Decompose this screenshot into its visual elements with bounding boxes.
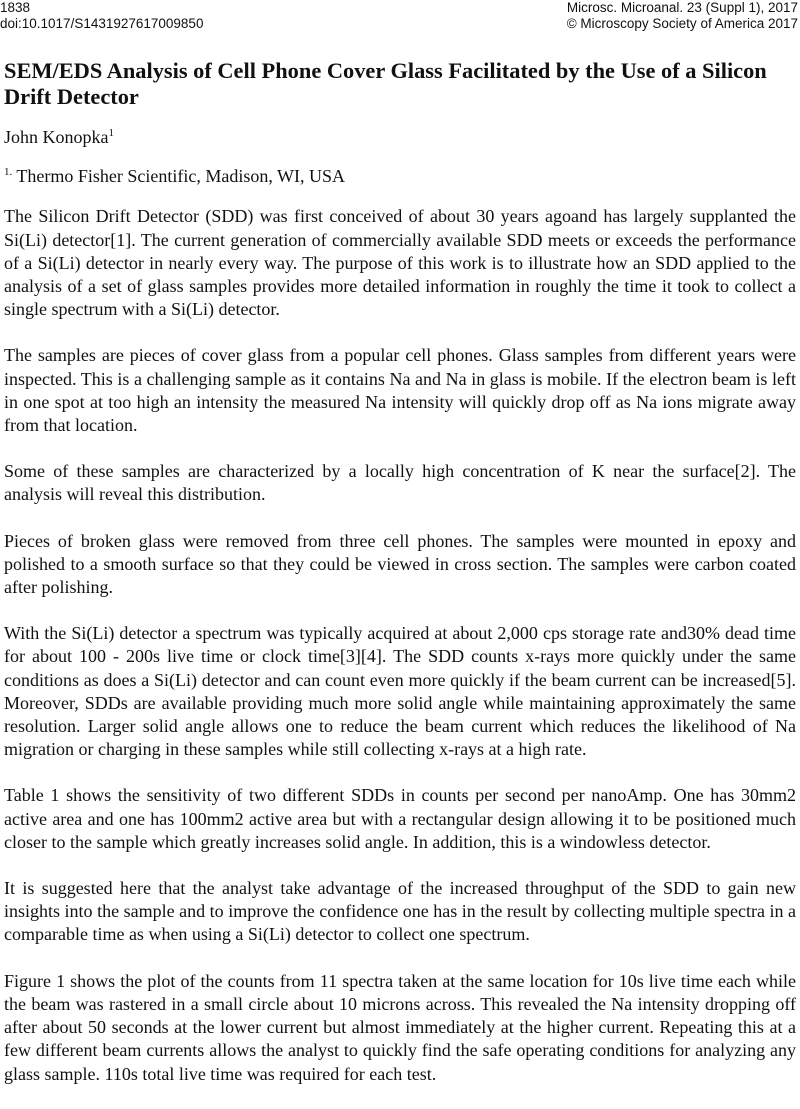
paragraph: It is suggested here that the analyst take advantage of the increased throughput of the SDD to gain new insights into the sample and to improve the confidence one has in the result by collecting multiple spectra in a comparable time as when using a Si(Li) detector to collect one spectrum. [4, 878, 796, 945]
paragraph: Pieces of broken glass were removed from three cell phones. The samples were mounted in epoxy and polished to a smooth surface so that they could be viewed in cross section. The samples were carbon coated after polishing. [4, 530, 796, 598]
doi: doi:10.1017/S1431927617009850 [0, 16, 204, 31]
paragraph: With the Si(Li) detector a spectrum was typically acquired at about 2,000 cps storage rate and30% dead time for about 100 - 200s live time or clock time[3][4]. The SDD counts x-rays more quickly under the same conditions as does a Si(Li) detector and can count even more quickly if the beam current can be increased[5]. Moreover, SDDs are available providing much more solid angle while maintaining approximately the same resolution. Larger solid angle allows one to reduce the beam current which reduces the likelihood of Na migration or charging in these samples while still collecting x-rays at a high rate. [4, 623, 796, 760]
page-header [0, 0, 800, 32]
author-line [4, 126, 796, 149]
journal-citation: Microsc. Microanal. 23 (Suppl 1), 2017 [566, 0, 798, 15]
paragraph: Figure 1 shows the plot of the counts from 11 spectra taken at the same location for 10s live time each while the beam was rastered in a small circle about 10 microns across. This revealed the Na intensity dropping off after about 50 seconds at the lower current but almost immediately at the higher current. Repeating this at a few different beam currents allows the analyst to quickly find the safe operating conditions for analyzing any glass sample. 110s total live time was required for each test. [4, 970, 796, 1084]
copyright: © Microscopy Society of America 2017 [566, 16, 798, 31]
affiliation-line [4, 165, 796, 188]
affiliation-text: Thermo Fisher Scientific, Madison, WI, USA [12, 166, 346, 187]
paragraph: The samples are pieces of cover glass from a popular cell phones. Glass samples from different years were inspected. This is a challenging sample as it contains Na and Na in glass is mobile. If the electron beam is left in one spot at too high an intensity the measured Na intensity will quickly drop off as Na ions migrate away from that location. [4, 345, 796, 436]
paragraph: Table 1 shows the sensitivity of two different SDDs in counts per second per nanoAmp. One has 30mm2 active area and one has 100mm2 active area but with a rectangular design allowing it to be positioned much closer to the sample which greatly increases solid angle. In addition, this is a windowless detector. [4, 785, 796, 852]
author-affil-marker: 1 [108, 127, 114, 139]
paragraph: The Silicon Drift Detector (SDD) was first conceived of about 30 years agoand has largely supplanted the Si(Li) detector[1]. The current generation of commercially available SDD meets or exceeds the performance of a Si(Li) detector in nearly every way. The purpose of this work is to illustrate how an SDD applied to the analysis of a set of glass samples provides more detailed information in roughly the time it took to collect a single spectrum with a Si(Li) detector. [4, 206, 796, 320]
header-row-2 [0, 16, 800, 32]
paragraph: Some of these samples are characterized by a locally high concentration of K near the surface[2]. The analysis will reveal this distribution. [4, 461, 796, 505]
header-row-1 [0, 0, 800, 16]
article-body [4, 58, 796, 1109]
affil-marker: 1. [4, 166, 13, 179]
page-number: 1838 [0, 0, 31, 15]
article-title: SEM/EDS Analysis of Cell Phone Cover Glass Facilitated by the Use of a Silicon Drift Detector [4, 58, 767, 109]
author-name: John Konopka [4, 127, 109, 147]
